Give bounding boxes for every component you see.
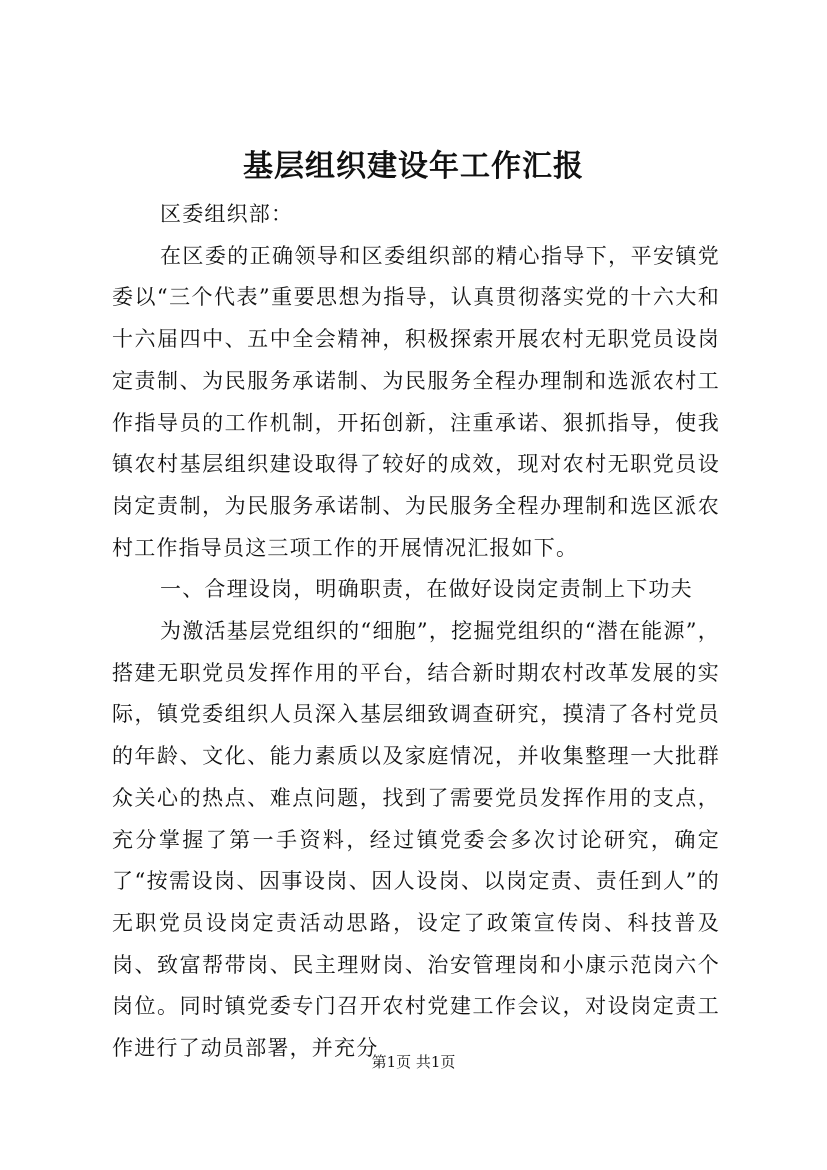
salutation: 区委组织部： bbox=[160, 202, 294, 226]
section-heading-1: 一、合理设岗，明确职责，在做好设岗定责制上下功夫 bbox=[160, 577, 693, 602]
page-footer: 第1页 共1页 bbox=[371, 1053, 456, 1071]
paragraph-intro: 在区委的正确领导和区委组织部的精心指导下，平安镇党委以“三个代表”重要思想为指导，认真贯彻落实党的十六大和十六届四中、五中全会精神，积极探索开展农村无职党员设岗定责制、为民服务承诺制、为民服务全程办理制和选派农村工作指导员的工作机制，开拓创新，注重承诺、狠抓指导，使我镇农村基层组织建设取得了较好的成效，现对农村无职党员设岗定责制，为民服务承诺制、为民服务全程办理制和选区派农村工作指导员这三项工作的开展情况汇报如下。 bbox=[112, 243, 720, 560]
document-title: 基层组织建设年工作汇报 bbox=[243, 149, 584, 184]
paragraph-section-1: 为激活基层党组织的“细胞”，挖掘党组织的“潜在能源”，搭建无职党员发挥作用的平台，结合新时期农村改革发展的实际，镇党委组织人员深入基层细致调查研究，摸清了各村党员的年龄、文化、能力素质以及家庭情况，并收集整理一大批群众关心的热点、难点问题，找到了需要党员发挥作用的支点，充分掌握了第一手资料，经过镇党委会多次讨论研究，确定了“按需设岗、因事设岗、因人设岗、以岗定责、责任到人”的无职党员设岗定责活动思路，设定了政策宣传岗、科技普及岗、致富帮带岗、民主理财岗、治安管理岗和小康示范岗六个岗位。同时镇党委专门召开农村党建工作会议，对设岗定责工作进行了动员部署，并充分 bbox=[112, 619, 720, 1061]
document-body bbox=[112, 194, 720, 1070]
